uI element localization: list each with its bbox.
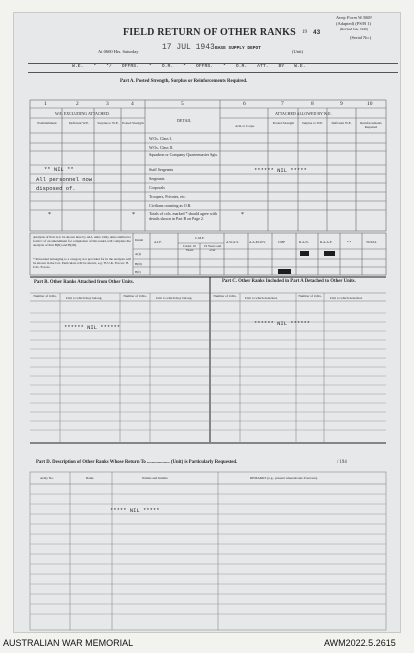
part-d-header-rank: Rank.: [86, 476, 95, 480]
col-number-6: 6: [243, 101, 246, 107]
part-b-title: Part B. Other Ranks Attached from Other Units.: [34, 280, 134, 285]
part-c-header-number-2: Number of O.Rs.: [298, 294, 322, 298]
posted-note-line-2: disposed of.: [36, 185, 76, 192]
part-c-header-unit-2: Unit to which detached.: [330, 296, 363, 300]
analysis-col-cmf: CMF: [278, 240, 286, 244]
analysis-col-19-over: 19 Years and over: [203, 244, 222, 252]
part-c-header-number-1: Number of O.Rs.: [213, 294, 237, 298]
analysis-col-aif: A.I.F.: [154, 240, 162, 244]
analysis-row-b2: B(II): [135, 262, 142, 266]
header-posted-strength: Posted Strength: [272, 121, 295, 125]
header-deficient-right: Deficient W.E.: [331, 121, 352, 125]
redaction-block: [324, 251, 335, 256]
analysis-row-detail: Detail: [135, 238, 144, 242]
personnel-note: * Personnel belonging to a category not provided for in the analysis will be shown in the Col. Particulars will be shown, e.g. 'B U.K. Forces.' B U.K. Forces.: [33, 257, 131, 269]
part-a-title: Part A. Posted Strength, Surplus or Reinforcements Required.: [120, 79, 248, 84]
detail-totals: Totals of cols. marked * should agree with details shown in Part B on Page 2.: [149, 211, 217, 221]
part-d-header-names: Names and Initials.: [142, 476, 169, 480]
part-b-nil-entry: ****** NIL ******: [64, 324, 121, 331]
col-number-10: 10: [367, 101, 373, 107]
asterisk-mark: *: [132, 212, 135, 218]
detail-qm-sgts: Squadron or Company Quartermaster Sgts.: [149, 152, 218, 157]
detail-civilians: Civilians counting as O.R.: [149, 203, 192, 208]
detail-troopers: Troopers, Privates, etc.: [149, 194, 186, 199]
part-d-title: Part D. Description of Other Ranks Whose Return To ................... (Unit) is Particularly Requested.: [36, 460, 238, 465]
header-arm-corps: Arm or Corps.: [235, 124, 255, 128]
analysis-col-ran: R.A.N.: [299, 240, 309, 244]
analysis-row-a1: A(I): [135, 252, 141, 256]
detail-wo-class-2: W.Os. Class II.: [149, 145, 174, 150]
detail-sergeants: Sergeants: [149, 176, 165, 181]
analysis-cmf-label: C.M.F.: [195, 236, 205, 240]
we-excluding-header: W.E. EXCLUDING ATTACHED.: [55, 111, 110, 116]
part-d-date-suffix: / 194: [337, 460, 347, 465]
header-establishment: Establishment: [37, 121, 57, 125]
part-d-header-remarks: REMARKS (e.g., present whereabouts if known).: [250, 476, 318, 480]
asterisk-mark: *: [48, 212, 51, 218]
part-d-nil-entry: ***** NIL *****: [110, 507, 160, 514]
redaction-block: [278, 269, 291, 274]
header-reinforcements: Reinforcements Required: [360, 121, 382, 129]
col-number-7: 7: [281, 101, 284, 107]
unit-label: (Unit): [292, 49, 303, 54]
part-b-header-number-1: Number of O.Rs.: [33, 294, 57, 298]
part-d-header-army-no: Army No.: [40, 476, 54, 480]
part-c-header-unit-1: Unit to which detached.: [245, 296, 278, 300]
detail-corporals: Corporals: [149, 185, 165, 190]
part-c-title: Part C. Other Ranks Included in Part A Detached to Other Units.: [222, 279, 356, 284]
col-number-4: 4: [131, 101, 134, 107]
analysis-col-under-19: Under 19 Years: [183, 244, 196, 252]
part-b-header-unit-1: Unit to which they belong.: [66, 296, 103, 300]
col-number-3: 3: [106, 101, 109, 107]
unit-value: BASE SUPPLY DEPOT: [215, 46, 261, 51]
analysis-col-total: TOTAL: [366, 240, 377, 244]
posted-note-line-1: All personnel now: [36, 176, 93, 183]
analysis-col-awas: A.W.A.S.: [226, 240, 240, 244]
serial-number-label: (Serial No.): [350, 35, 372, 40]
footer-accession-number: AWM2022.5.2615: [324, 638, 396, 648]
nil-left-entry: ** NIL **: [44, 166, 74, 173]
asterisk-mark: *: [241, 212, 244, 218]
detail-header: DETAIL: [177, 118, 192, 123]
form-reference-2: (Adapted) (PS/B 1): [336, 21, 371, 26]
analysis-col-aamws: A.A.M.W.S.: [249, 240, 266, 244]
analysis-note: Analysis of Part A to be shown here by ALL units. Only units entitled to form C of an amendment for completion of this return will complete the analysis of Part B(II) and B(III).: [33, 235, 131, 247]
col-number-9: 9: [340, 101, 343, 107]
form-title: FIELD RETURN OF OTHER RANKS: [123, 27, 296, 38]
time-label: At 0600 Hrs. Saturday: [98, 49, 139, 54]
footer-institution: AUSTRALIAN WAR MEMORIAL: [3, 638, 134, 648]
col-number-5: 5: [181, 101, 184, 107]
part-c-nil-entry: ****** NIL ******: [254, 320, 311, 327]
nil-right-entry: ****** NIL *****: [254, 167, 307, 174]
detail-staff-sergeants: Staff Sergeants: [149, 167, 174, 172]
header-surplus-right: Surplus to W.E.: [301, 121, 324, 125]
detail-wo-class-1: W.Os. Class I.: [149, 136, 172, 141]
form-reference-3: (Revised Jan., 1940): [340, 27, 368, 31]
date-stamp: 17 JUL 1943: [162, 43, 215, 52]
analysis-col-other: * *: [347, 240, 352, 244]
header-posted: Posted Strength: [122, 121, 144, 125]
attached-allowed-header: ATTACHED ALLOWED BY W.E.: [275, 111, 332, 116]
we-line: W.E. * */ OFFRS. * O.R. * OFFRS. * O.R. ATT. BY W.E.: [72, 64, 306, 69]
header-surplus: Surplus to W.E.: [97, 121, 119, 125]
header-deficient: Deficient W.E.: [68, 121, 90, 125]
part-b-header-number-2: Number of O.Rs.: [123, 294, 147, 298]
year-value: 43: [313, 29, 321, 36]
col-number-1: 1: [44, 101, 47, 107]
col-number-2: 2: [76, 101, 79, 107]
redaction-block: [300, 251, 309, 256]
analysis-row-b1: B(I): [135, 270, 141, 274]
analysis-col-raaf: R.A.A.F.: [320, 240, 333, 244]
form-reference: Army Form W.3009: [336, 15, 372, 20]
part-b-header-unit-2: Unit to which they belong.: [156, 296, 193, 300]
year-prefix: 19: [302, 30, 307, 35]
col-number-8: 8: [311, 101, 314, 107]
